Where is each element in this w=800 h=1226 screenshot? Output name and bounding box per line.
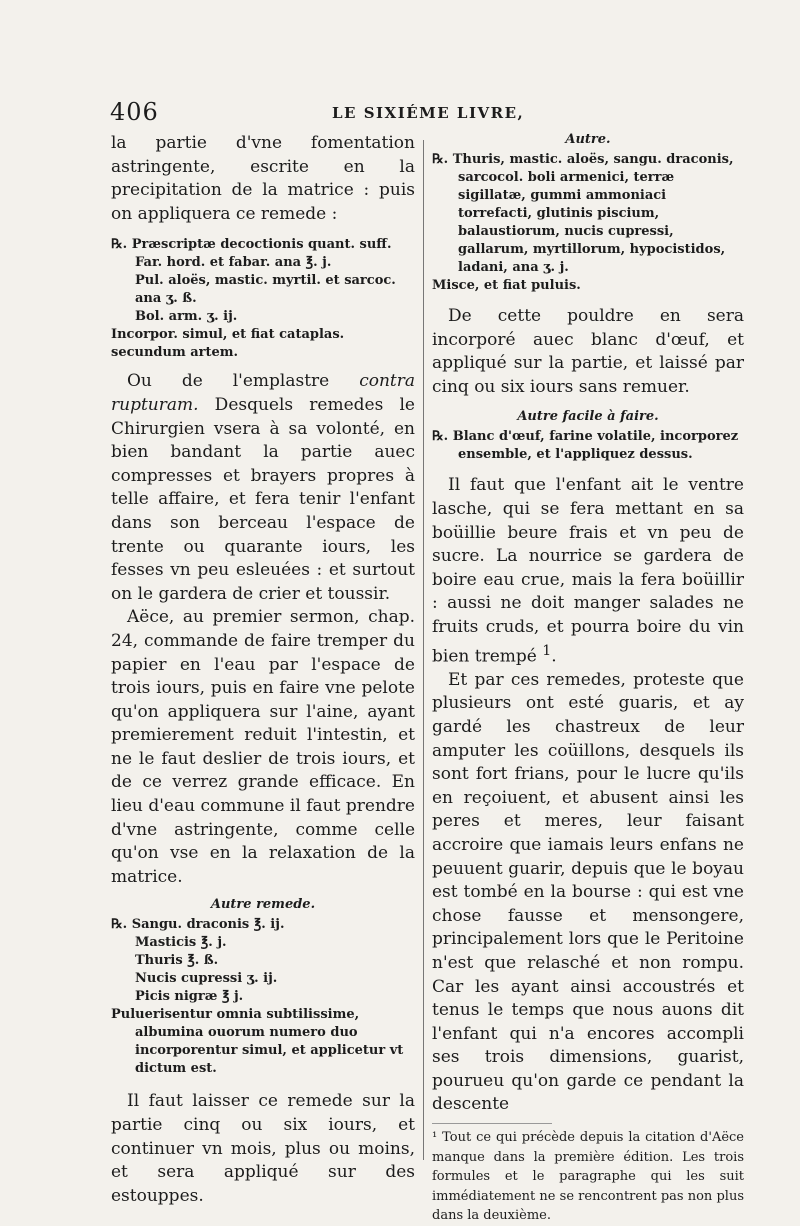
recipe-line: Incorpor. simul, et fiat cataplas. secundum artem.	[111, 327, 345, 361]
recipe-line: Thuris ℥. ß.	[135, 953, 219, 969]
running-title: LE SIXIÉME LIVRE,	[332, 104, 525, 122]
section-title: Autre remede.	[210, 897, 316, 913]
section-title: Autre facile à faire.	[517, 409, 659, 425]
column-divider	[423, 140, 424, 1160]
recipe-line: Nucis cupressi ʒ. ij.	[135, 971, 278, 987]
recipe-line: Far. hord. et fabar. ana ℥. j.	[135, 255, 332, 271]
recipe-line: ℞. Blanc d'œuf, farine volatile, incorporez ensemble, et l'appliquez dessus.	[432, 429, 739, 463]
paragraph: De cette pouldre en sera incorporé auec blanc d'œuf, et appliqué sur la partie, et laissé par cinq ou six iours sans remuer.	[432, 306, 744, 397]
page-header	[110, 98, 750, 128]
paragraph: la partie d'vne fomentation astringente, escrite en la precipitation de la matrice : puis on appliquera ce remede :	[111, 133, 415, 224]
recipe-line: ℞. Sangu. draconis ℥. ij.	[111, 917, 285, 933]
recipe-line: Pul. aloës, mastic. myrtil. et sarcoc. ana ʒ. ß.	[135, 273, 396, 307]
recipe-line: Picis nigræ ℥ j.	[135, 989, 244, 1005]
section-title: Autre.	[565, 132, 611, 147]
footnote: ¹ Tout ce qui précède depuis la citation d'Aëce manque dans la première édition. Les trois formules et le paragraphe qui les suit immédiatement ne se rencontrent pas non plus dans la deuxième.	[432, 1130, 744, 1224]
right-column	[432, 132, 744, 1226]
left-column	[111, 132, 415, 1208]
recipe-line: Masticis ℥. j.	[135, 935, 227, 951]
paragraph: Ou de l'emplastre contra rupturam. Desquels remedes le Chirurgien vsera à sa volonté, en bien bandant la partie auec compresses et brayers propres à telle affaire, et fera tenir l'enfant dans son berceau l'espace de trente ou quarante iours, les fesses vn peu esleuées : et surtout on le gardera de crier et toussir.	[111, 371, 415, 604]
recipe-line: ℞. Præscriptæ decoctionis quant. suff.	[111, 237, 392, 253]
paragraph: Il faut laisser ce remede sur la partie cinq ou six iours, et continuer vn mois, plus ou moins, et sera appliqué sur des estouppes.	[111, 1091, 415, 1206]
footnote-rule	[432, 1123, 552, 1124]
recipe-line: Bol. arm. ʒ. ij.	[135, 309, 238, 325]
italic-phrase: contra rupturam.	[111, 371, 415, 415]
paragraph: Et par ces remedes, proteste que plusieurs ont esté guaris, et ay gardé les chastreux de leur amputer les coüillons, desquels ils sont fort frians, pour le lucre qu'ils en reçoiuent, et abusent ainsi les peres et meres, leur faisant accroire que iamais leurs enfans ne peuuent guarir, depuis que le boyau est tombé en la bourse : qui est vne chose fausse et mensongere, principalement lors que le Peritoine n'est que relasché et non rompu. Car les ayant ainsi accoustrés et tenus le temps que nous auons dit l'enfant qui n'a encores accompli ses trois dimensions, guarist, pourueu qu'on garde ce pendant la descente	[432, 669, 744, 1115]
footnote-marker: 1	[542, 642, 552, 659]
page-number: 406	[110, 98, 159, 126]
paragraph: Aëce, au premier sermon, chap. 24, commande de faire tremper du papier en l'eau par l'espace de trois iours, puis en faire vne pelote qu'on appliquera sur l'aine, ayant premierement reduit l'intestin, et ne le faut deslier de trois iours, et de ce verrez grande efficace. En lieu d'eau commune il faut prendre d'vne astringente, comme celle qu'on vse en la relaxation de la matrice.	[111, 607, 415, 887]
recipe-line: Misce, et fiat puluis.	[432, 278, 581, 293]
recipe-line: Puluerisentur omnia subtilissime, albumina ouorum numero duo incorporentur simul, et applicetur vt dictum est.	[111, 1007, 404, 1077]
recipe-line: ℞. Thuris, mastic. aloës, sangu. draconis, sarcocol. boli armenici, terræ sigillatæ, gummi ammoniaci torrefacti, glutinis piscium, balaustiorum, nucis cupressi, gallarum, myrtillorum, hypocistidos, ladani, ana ʒ. j.	[432, 152, 734, 275]
paragraph: Il faut que l'enfant ait le ventre lasche, qui se fera mettant en sa boüillie beure frais et vn peu de sucre. La nourrice se gardera de boire eau crue, mais la fera boüillir : aussi ne doit manger salades ne fruits cruds, et pourra boire du vin bien trempé $^1$.	[432, 475, 744, 667]
